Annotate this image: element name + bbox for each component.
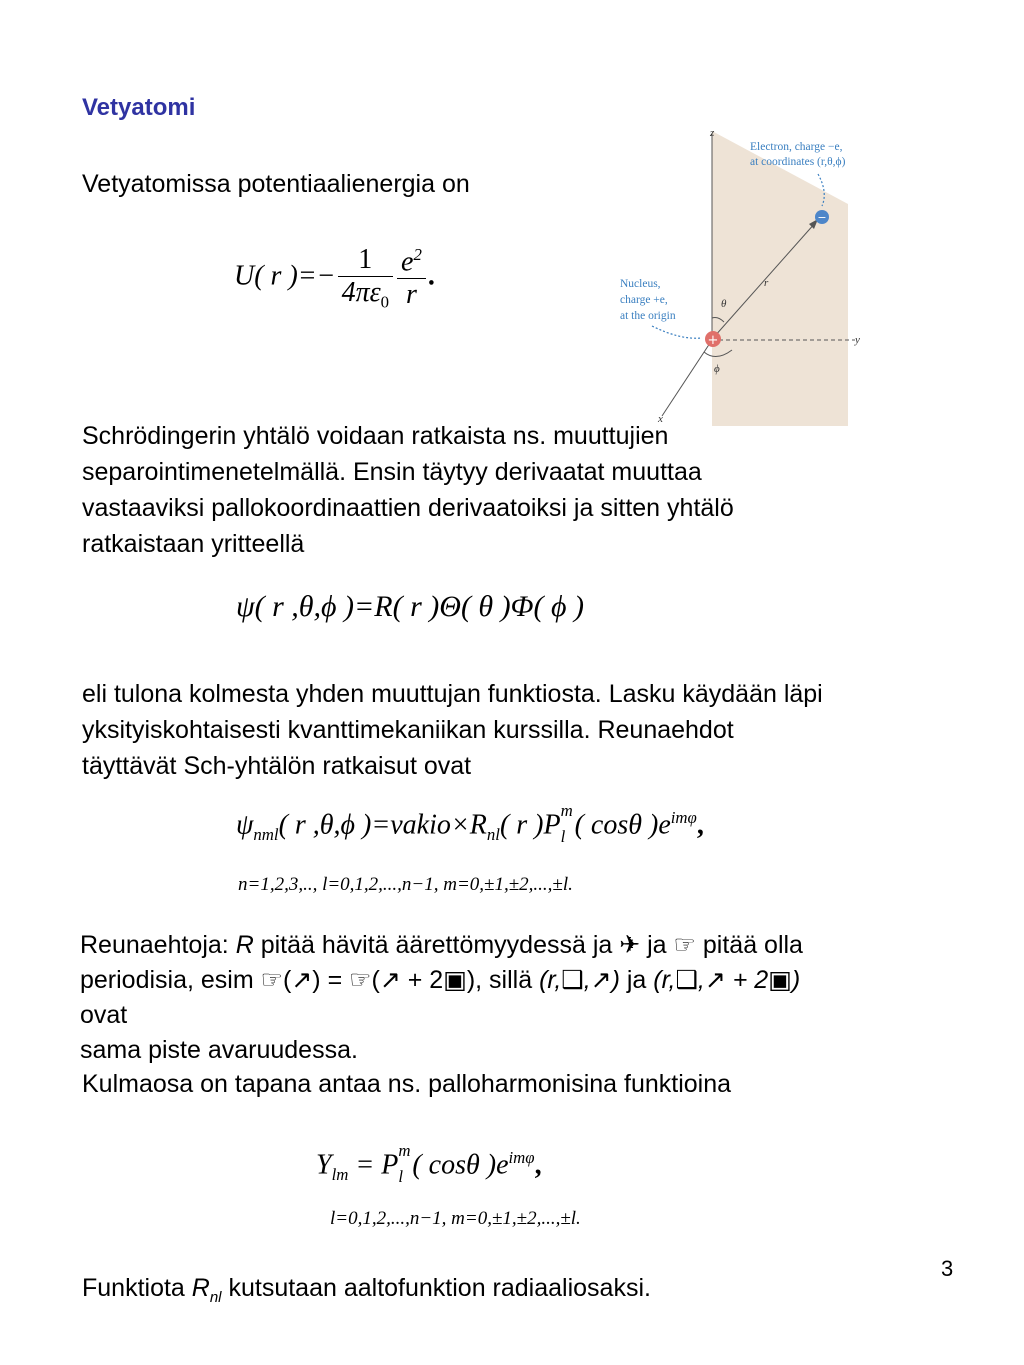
nucleus-pointer: [652, 326, 702, 338]
z-axis-label: z: [710, 127, 715, 139]
eq1-fraction-2: $\frac{e^2}{r}$: [397, 245, 426, 311]
x-axis-label: x: [658, 413, 663, 425]
r-label: r: [764, 277, 769, 289]
wavefunction-quantum-numbers: n=1,2,3,.., l=0,1,2,...,n−1, m=0,±1,±2,...,±l.: [238, 874, 573, 895]
electron-sign: −: [817, 211, 827, 224]
page-title: Vetyatomi: [82, 94, 196, 121]
diagram-plane: [712, 131, 848, 426]
electron-label-line2: at coordinates (r,θ,ϕ): [750, 156, 846, 168]
separation-ansatz-equation: ψ( r ,θ,ϕ )=R( r )Θ( θ )Φ( ϕ ): [236, 590, 585, 623]
nucleus-label-line2: charge +e,: [620, 294, 668, 306]
coordinate-diagram: [600, 126, 870, 426]
radial-part-text: Funktiota $R_{nl}$ kutsutaan aaltofunktion radiaaliosaksi.: [82, 1274, 651, 1306]
theta-label: θ: [721, 298, 727, 310]
nucleus-label-line3: at the origin: [620, 310, 676, 322]
wavefunction-equation: $\psi_{nml}$( r ,θ,ϕ )$=vakio\times R_{nl}$( r )P m l ( cosθ )$e^{im\varphi}$,: [236, 801, 704, 847]
nucleus-label-line1: Nucleus,: [620, 278, 661, 290]
boundary-conditions-paragraph: Reunaehtoja: R pitää hävitä äärettömyydessä ja ✈ ja ☞ pitää olla periodisia, esim ☞(↗) = ☞(↗ + 2▣), sillä (r,❑,↗) ja (r,❑,↗ + 2▣) ovat sama piste avaruudessa.: [80, 931, 803, 1064]
y-axis-label: y: [855, 334, 860, 346]
spherical-harmonics-text: Kulmaosa on tapana antaa ns. palloharmonisina funktioina: [82, 1070, 732, 1098]
page-number: 3: [941, 1256, 954, 1281]
nucleus-sign: +: [707, 333, 719, 348]
separation-paragraph: Schrödingerin yhtälö voidaan ratkaista ns. muuttujien separointimenetelmällä. Ensin täytyy derivaatat muuttaa vastaaviksi pallokoordinaattien derivaatoiksi ja sitten yhtälö ratkaistaan yritteellä: [82, 422, 734, 558]
solutions-paragraph: eli tulona kolmesta yhden muuttujan funktiosta. Lasku käydään läpi yksityiskohtaisesti kvanttimekaniikan kurssilla. Reunaehdot täyttävät Sch-yhtälön ratkaisut ovat: [82, 680, 823, 780]
spherical-harmonic-quantum-numbers: l=0,1,2,...,n−1, m=0,±1,±2,...,±l.: [330, 1208, 581, 1229]
eq1-fraction-1: $\frac{1}{4\pi\varepsilon_0}$: [338, 244, 393, 313]
electron-label-line1: Electron, charge −e,: [750, 141, 843, 153]
spherical-harmonic-equation: $Y_{lm} = P$ m l ( cosθ )$e^{im\varphi}$,: [316, 1141, 542, 1187]
intro-text: Vetyatomissa potentiaalienergia on: [82, 170, 470, 198]
phi-label: ϕ: [714, 363, 720, 375]
potential-energy-equation: U( r )=− $\frac{1}{4\pi\varepsilon_0}$ $\frac{e^2}{r}$ .: [234, 244, 435, 312]
x-axis: [662, 340, 712, 416]
eq1-lhs: U( r )=−: [234, 260, 336, 292]
